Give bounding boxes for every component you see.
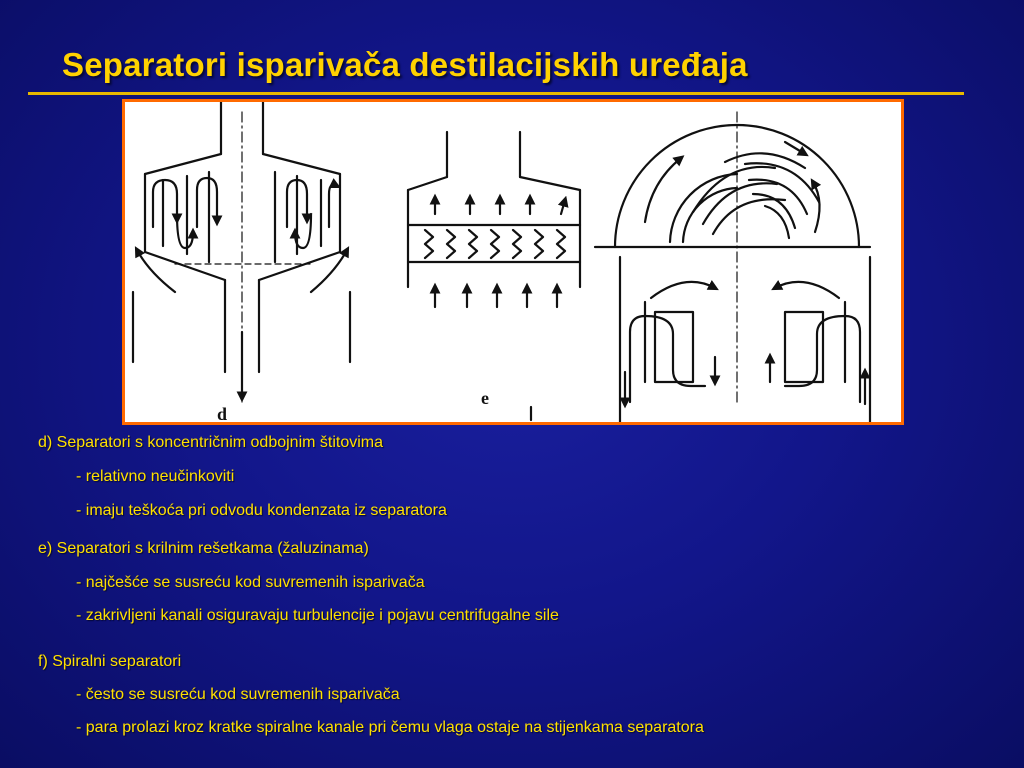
slide-title: Separatori isparivača destilacijskih uređaja [62, 46, 748, 83]
section-f-bullet: - para prolazi kroz kratke spiralne kanale pri čemu vlaga ostaje na stijenkama separatora [76, 719, 704, 736]
section-e-bullet: - najčešće se susreću kod suvremenih isparivača [76, 574, 425, 591]
section-e-heading: e) Separatori s krilnim rešetkama (žaluzinama) [38, 540, 369, 557]
diagram-d-label: d [217, 404, 228, 422]
diagram-d-concentric-baffles [125, 102, 350, 422]
separator-diagram-figure [122, 99, 904, 425]
diagram-e-louvre-vanes [408, 132, 580, 420]
diagram-f-spiral-separator [595, 112, 870, 422]
title-underline [28, 92, 964, 95]
diagram-e-label: e [481, 388, 489, 408]
section-d-heading: d) Separatori s koncentričnim odbojnim štitovima [38, 434, 384, 451]
section-f-bullet: - često se susreću kod suvremenih isparivača [76, 686, 400, 703]
section-d-bullet: - imaju teškoća pri odvodu kondenzata iz separatora [76, 502, 447, 519]
section-d-bullet: - relativno neučinkoviti [76, 468, 235, 485]
section-e-bullet: - zakrivljeni kanali osiguravaju turbulencije i pojavu centrifugalne sile [76, 607, 559, 624]
section-f-heading: f) Spiralni separatori [38, 653, 182, 670]
